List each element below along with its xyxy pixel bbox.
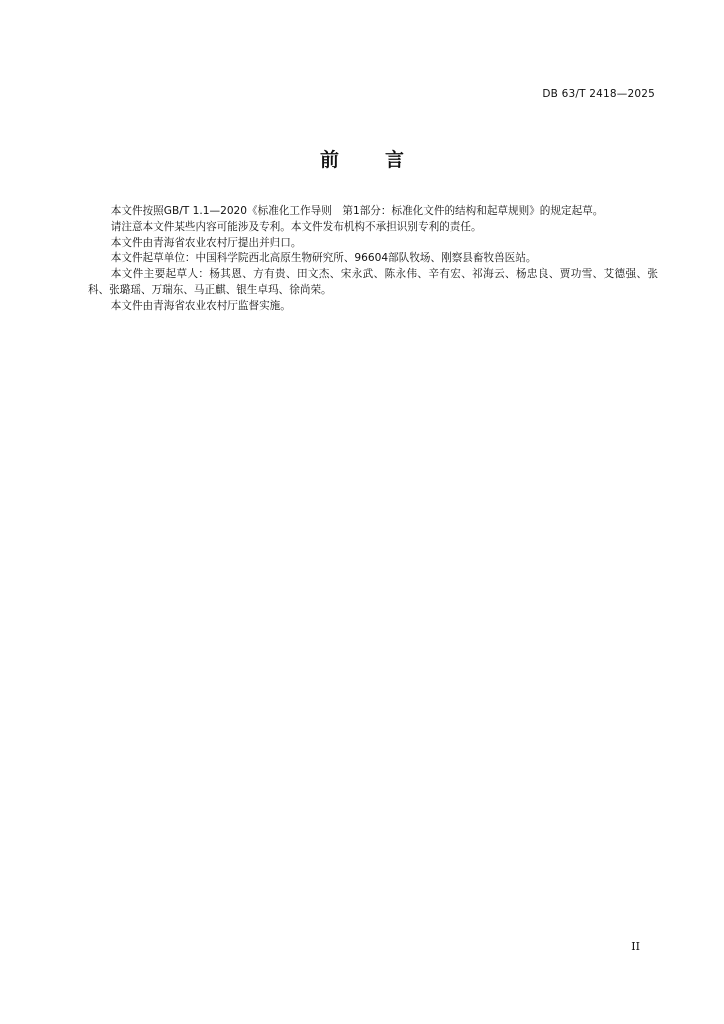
paragraph-supervision: 本文件由青海省农业农村厅监督实施。 bbox=[110, 299, 291, 312]
paragraph-drafting-units: 本文件起草单位：中国科学院西北高原生物研究所、96604部队牧场、刚察县畜牧兽医站。 bbox=[110, 252, 537, 265]
paragraph-patent-notice: 请注意本文件某些内容可能涉及专利。本文件发布机构不承担识别专利的责任。 bbox=[110, 220, 482, 233]
section-title: 前言 bbox=[319, 149, 450, 171]
page-number: II bbox=[631, 940, 640, 953]
paragraph-proposer: 本文件由青海省农业农村厅提出并归口。 bbox=[110, 236, 302, 249]
document-number: DB 63/T 2418—2025 bbox=[542, 88, 655, 100]
paragraph-drafting-rule: 本文件按照GB/T 1.1—2020《标准化工作导则 第1部分：标准化文件的结构和起草规则》的规定起草。 bbox=[110, 205, 604, 217]
foreword-body bbox=[88, 204, 658, 315]
paragraph-drafters: 本文件主要起草人：杨其恩、方有贵、田文杰、宋永武、陈永伟、辛有宏、祁海云、杨忠良、贾功雪、艾德强、张科、张璐瑶、万瑞东、马正麒、银生卓玛、徐尚荣。 bbox=[88, 268, 658, 296]
